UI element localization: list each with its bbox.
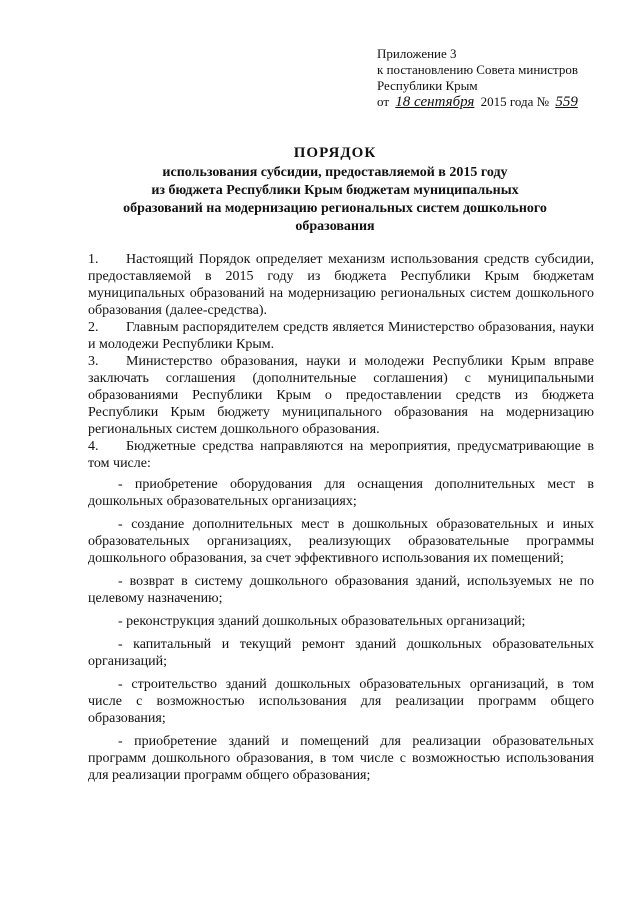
handwritten-number: 559 [555,94,578,110]
paragraph-text: Главным распорядителем средств является Министерство образования, науки и молодежи Республики Крым. [88,320,594,352]
document-body [88,251,594,790]
list-item: - строительство зданий дошкольных образовательных организаций, в том числе с возможностью использования для реализации программ общего образования; [88,677,594,726]
paragraph-number: 3. [88,354,99,369]
list-item: - возврат в систему дошкольного образования зданий, используемых не по целевому назначению; [88,574,594,606]
title-line-3: образований на модернизацию региональных систем дошкольного [123,201,547,216]
paragraph-text: Министерство образования, науки и молодежи Республики Крым вправе заключать соглашения (дополнительные соглашения) с муниципальными образованиями Республики Крым о предоставлении средств из бюджета Республики Крым бюджету муниципального образования на модернизацию региональных систем дошкольного образования. [88,354,594,437]
appendix-resolution: к постановлению Совета министров [377,62,578,77]
paragraph-number: 2. [88,320,99,335]
list-item: - приобретение зданий и помещений для реализации образовательных программ дошкольного образования, в том числе с возможностью использования для реализации программ общего образования; [88,734,594,783]
document-title [70,144,600,236]
paragraph-4 [88,438,594,472]
date-suffix: 2015 года № [480,94,550,109]
list-item: - приобретение оборудования для оснащения дополнительных мест в дошкольных образовательных организациях; [88,477,594,509]
list-item: - создание дополнительных мест в дошкольных образовательных и иных образовательных организациях, реализующих образовательные программы дошкольного образования, за счет эффективного использования их помещений; [88,517,594,566]
appendix-date-line [377,94,581,110]
handwritten-date: 18 сентября [395,94,475,110]
appendix-number: Приложение 3 [377,46,457,61]
paragraph-number: 1. [88,252,99,267]
paragraph-text: Бюджетные средства направляются на мероприятия, предусматривающие в том числе: [88,439,594,471]
paragraph-number: 4. [88,439,99,454]
list-item: - реконструкция зданий дошкольных образовательных организаций; [118,614,526,629]
title-main: ПОРЯДОК [293,145,377,161]
date-prefix: от [377,94,390,109]
appendix-header [377,46,581,110]
list-item: - капитальный и текущий ремонт зданий дошкольных образовательных организаций; [88,637,594,669]
paragraph-text: Настоящий Порядок определяет механизм использования средств субсидии, предоставляемой в 2015 году из бюджета Республики Крым бюджетам муниципальных образований на модернизацию региональных систем дошкольного образования (далее-средства). [88,252,594,318]
title-line-4: образования [295,219,375,234]
paragraph-2 [88,319,594,353]
paragraph-1 [88,251,594,319]
paragraph-3 [88,353,594,438]
appendix-republic: Республики Крым [377,78,478,93]
title-line-1: использования субсидии, предоставляемой в 2015 году [162,165,508,180]
title-line-2: из бюджета Республики Крым бюджетам муниципальных [151,183,519,198]
